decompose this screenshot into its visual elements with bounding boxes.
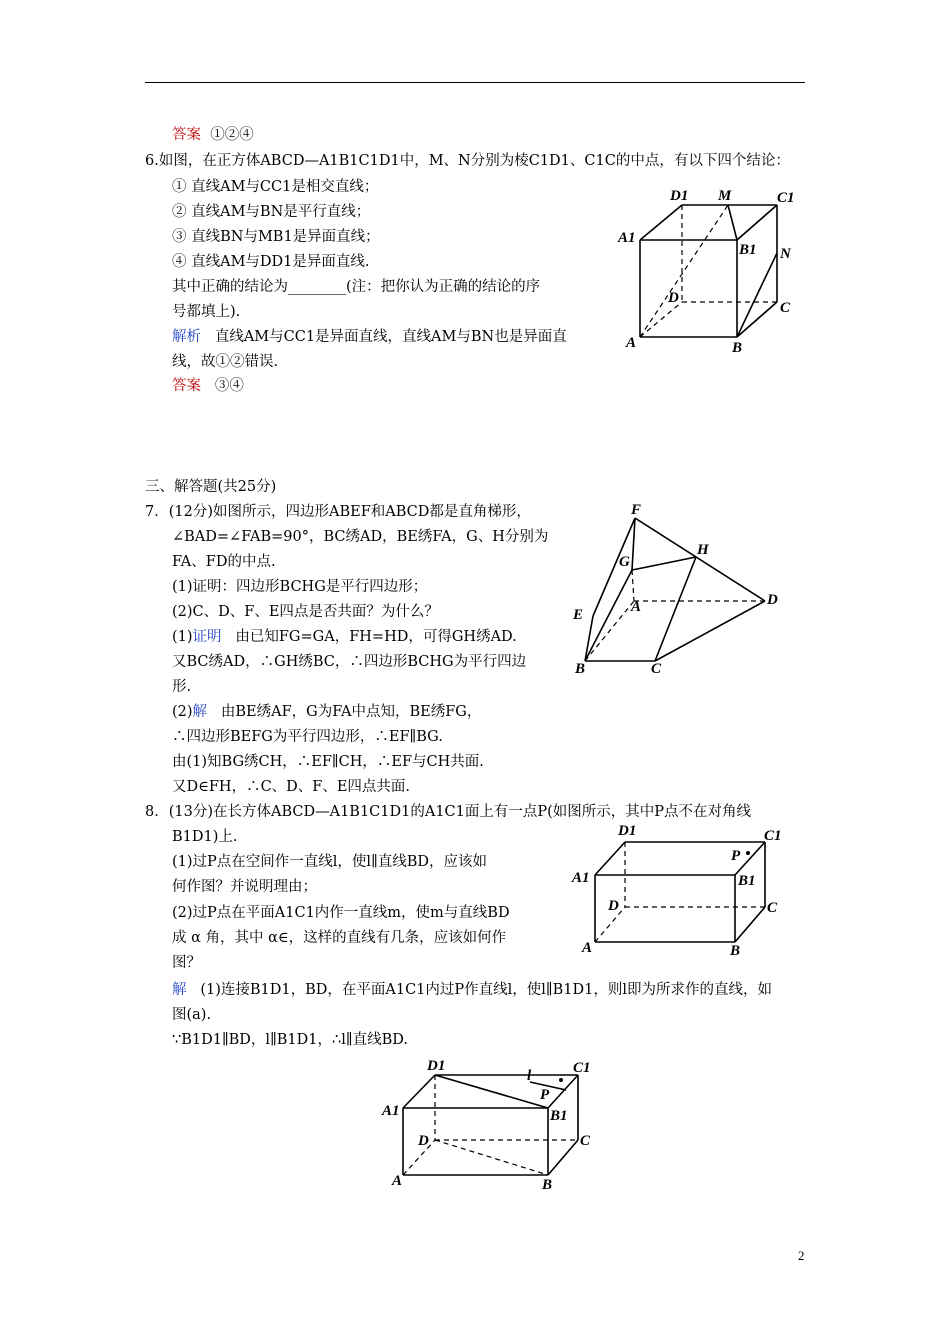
cube-figure xyxy=(610,180,810,360)
point-p-dot xyxy=(746,851,750,855)
q8-solution-label: 解 xyxy=(172,982,187,998)
label-f: F xyxy=(631,502,642,518)
q7-proof-label: 证明 xyxy=(192,629,222,645)
q6-answer-value: ③④ xyxy=(214,378,244,394)
q6-stem: 6.如图，在正方体ABCD—A1B1C1D1中，M、N分别为棱C1D1、C1C的中点，有以下四个结论： xyxy=(145,153,790,169)
q7-solution-prefix: (2) xyxy=(172,704,193,720)
q8-solution-line-3: ∵B1D1∥BD，l∥B1D1，∴l∥直线BD. xyxy=(172,1032,408,1048)
label-c: C xyxy=(780,300,791,316)
q6-item-4: ④ 直线AM与DD1是异面直线. xyxy=(172,254,370,270)
q6-answer-line xyxy=(172,376,244,396)
label-a1: A1 xyxy=(618,230,636,246)
label-c1: C1 xyxy=(777,190,795,206)
label-a: A xyxy=(582,940,593,956)
q8-solution-line-2: 图(a). xyxy=(172,1007,212,1023)
label-d: D xyxy=(767,592,778,608)
label-d: D xyxy=(418,1133,429,1149)
point-p-dot xyxy=(559,1078,563,1082)
q6-analysis-label: 解析 xyxy=(172,329,201,345)
label-h: H xyxy=(697,542,709,558)
prev-answer-value: ①②④ xyxy=(210,127,254,143)
q8-part1-line-1: (1)过P点在空间作一直线l，使l∥直线BD，应该如 xyxy=(172,854,488,870)
q8-part2-line-2: 成 α 角，其中 α∈，这样的直线有几条，应该如何作 xyxy=(172,930,507,946)
q6-analysis-text: 直线AM与CC1是异面直线，直线AM与BN也是异面直 xyxy=(214,329,567,345)
q8-stem-2: B1D1)上. xyxy=(172,829,238,845)
q8-part2-line-3: 图？ xyxy=(172,955,201,971)
page-number: 2 xyxy=(798,1248,805,1263)
label-p: P xyxy=(731,848,741,864)
trapezoid-edges xyxy=(585,518,765,661)
label-d: D xyxy=(608,898,619,914)
q7-proof-text: 由已知FG=GA，FH=HD，可得GH绣AD. xyxy=(235,629,517,645)
cube-edges xyxy=(640,205,777,337)
label-l: l xyxy=(527,1068,532,1084)
trapezoid-figure xyxy=(565,498,795,678)
label-c1: C1 xyxy=(764,828,782,844)
q7-proof-line-2: 又BC绣AD，∴GH绣BC，∴四边形BCHG为平行四边 xyxy=(172,654,527,670)
q7-proof-line-3: 形. xyxy=(172,679,192,695)
prev-answer-line xyxy=(172,125,254,145)
label-b: B xyxy=(575,661,586,677)
q6-item-2: ② 直线AM与BN是平行直线； xyxy=(172,204,371,220)
q8-solution-text: (1)连接B1D1，BD，在平面A1C1内过P作直线l，使l∥B1D1，则l即为所求作的直线，如 xyxy=(200,982,772,998)
label-a1: A1 xyxy=(572,870,590,886)
header-rule xyxy=(145,82,805,83)
label-m: M xyxy=(718,188,732,204)
q7-solution-line-2: ∴四边形BEFG为平行四边形，∴EF∥BG. xyxy=(172,729,443,745)
q7-solution-line-4: 又D∈FH，∴C、D、F、E四点共面. xyxy=(172,779,411,795)
label-p: P xyxy=(540,1087,550,1103)
q7-stem-3: FA、FD的中点. xyxy=(172,554,276,570)
label-b: B xyxy=(542,1177,553,1193)
label-d1: D1 xyxy=(427,1058,446,1074)
cuboid-figure xyxy=(570,822,795,962)
label-e: E xyxy=(573,607,584,623)
label-c1: C1 xyxy=(573,1060,591,1076)
label-a: A xyxy=(631,599,642,615)
q6-analysis-line-2: 线，故①②错误. xyxy=(172,354,279,370)
q6-item-3: ③ 直线BN与MB1是异面直线； xyxy=(172,229,380,245)
q7-solution-label: 解 xyxy=(192,704,208,720)
q6-item-1: ① 直线AM与CC1是相交直线； xyxy=(172,179,379,195)
q7-proof-prefix: (1) xyxy=(172,629,193,645)
label-c: C xyxy=(767,900,778,916)
q7-part-1: (1)证明：四边形BCHG是平行四边形； xyxy=(172,579,428,595)
label-n: N xyxy=(780,246,791,262)
prev-answer-label: 答案 xyxy=(172,127,201,143)
section3-heading: 三、解答题(共25分) xyxy=(145,479,277,495)
q7-stem-2: ∠BAD=∠FAB=90°，BC绣AD，BE绣FA，G、H分别为 xyxy=(172,529,549,545)
q6-analysis-line-1 xyxy=(172,327,567,347)
label-d: D xyxy=(668,290,679,306)
label-b1: B1 xyxy=(738,873,756,889)
q8-part2-line-1: (2)过P点在平面A1C1内作一直线m，使m与直线BD xyxy=(172,905,510,921)
label-d1: D1 xyxy=(618,823,637,839)
label-b1: B1 xyxy=(550,1108,568,1124)
label-a: A xyxy=(626,335,637,351)
label-d1: D1 xyxy=(670,188,689,204)
q8-part1-line-2: 何作图？并说明理由； xyxy=(172,879,317,895)
q6-answer-label: 答案 xyxy=(172,378,201,394)
figure-a xyxy=(380,1050,605,1200)
q7-solution-text: 由BE绣AF，G为FA中点知，BE绣FG， xyxy=(220,704,482,720)
label-b1: B1 xyxy=(739,242,757,258)
label-c: C xyxy=(580,1133,591,1149)
label-b: B xyxy=(732,340,743,356)
q7-part-2: (2)C、D、F、E四点是否共面？为什么？ xyxy=(172,604,439,620)
label-g: G xyxy=(619,554,630,570)
label-a: A xyxy=(392,1173,403,1189)
q7-stem-1: 7．(12分)如图所示，四边形ABEF和ABCD都是直角梯形， xyxy=(145,504,531,520)
q8-stem-1: 8．(13分)在长方体ABCD—A1B1C1D1的A1C1面上有一点P(如图所示，其中P点不在对角线 xyxy=(145,804,752,820)
q7-solution-line-3: 由(1)知BG绣CH，∴EF∥CH，∴EF与CH共面. xyxy=(172,754,484,770)
label-a1: A1 xyxy=(382,1103,400,1119)
label-b: B xyxy=(730,943,741,959)
q8-solution-line-1 xyxy=(172,980,772,1000)
label-c: C xyxy=(651,661,662,677)
q7-proof-line-1 xyxy=(172,627,517,647)
q7-solution-line-1 xyxy=(172,702,481,722)
figure-a-edges xyxy=(403,1075,578,1175)
q6-blank-line-1: 其中正确的结论为________(注：把你认为正确的结论的序 xyxy=(172,279,541,295)
q6-blank-line-2: 号都填上). xyxy=(172,304,241,320)
